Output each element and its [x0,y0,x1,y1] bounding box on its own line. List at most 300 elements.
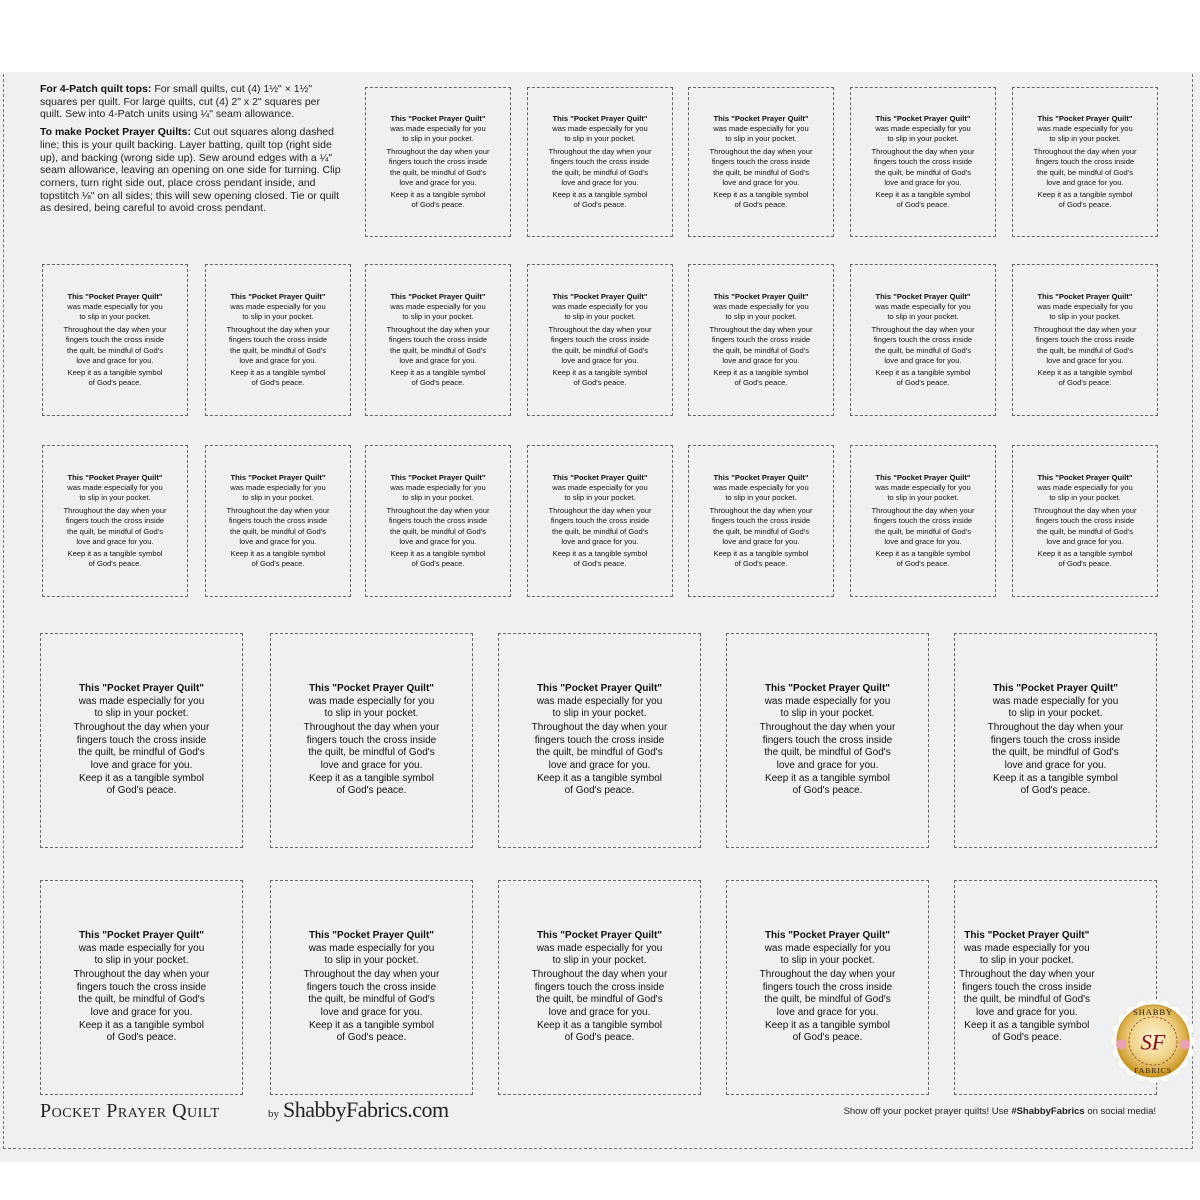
message-line: Throughout the day when your [548,324,652,334]
message-line: Throughout the day when your [1033,324,1137,334]
prayer-message [548,292,651,389]
message-line: love and grace for you. [561,178,639,188]
message-line: Keep it as a tangible symbol [713,367,809,377]
message-line: Keep it as a tangible symbol [1037,367,1133,377]
message-line: This "Pocket Prayer Quilt" [964,930,1090,942]
large-prayer-square [726,880,929,1095]
message-line: of God's peace. [1058,199,1112,209]
small-prayer-square [1012,445,1158,597]
message-line: This "Pocket Prayer Quilt" [764,683,891,695]
shabby-fabrics-logo [1110,998,1196,1084]
message-line: the quilt, be mindful of God's [874,526,971,536]
social-suffix: on social media! [1084,1106,1156,1117]
small-prayer-square [688,264,834,416]
message-line: Throughout the day when your [73,722,210,734]
message-line: love and grace for you. [884,178,962,188]
message-line: Throughout the day when your [548,146,652,156]
message-line: the quilt, be mindful of God's [1036,167,1133,177]
message-line: Throughout the day when your [548,505,652,515]
message-line: to slip in your pocket. [1008,707,1103,719]
message-line: love and grace for you. [722,356,800,366]
message-line: This "Pocket Prayer Quilt" [764,930,891,942]
message-line: This "Pocket Prayer Quilt" [875,113,971,123]
message-line: This "Pocket Prayer Quilt" [308,930,435,942]
message-line: to slip in your pocket. [94,707,189,719]
message-line: the quilt, be mindful of God's [229,526,326,536]
message-line: was made especially for you [992,695,1119,707]
fourpatch-heading: For 4-Patch quilt tops: [40,83,152,95]
message-line: Keep it as a tangible symbol [713,189,809,199]
message-line: love and grace for you. [320,1006,423,1018]
message-line: love and grace for you. [776,1006,879,1018]
message-line: This "Pocket Prayer Quilt" [67,291,163,301]
message-line: to slip in your pocket. [1049,493,1121,503]
message-line: Throughout the day when your [226,324,330,334]
message-line: fingers touch the cross inside [873,335,973,345]
message-line: This "Pocket Prayer Quilt" [78,683,205,695]
message-line: love and grace for you. [399,356,477,366]
prayer-message [226,292,329,389]
message-line: was made especially for you [964,942,1090,954]
prayer-message [709,473,812,570]
message-line: love and grace for you. [1004,759,1107,771]
message-line: Throughout the day when your [73,969,210,981]
message-line: the quilt, be mindful of God's [389,167,486,177]
message-line: the quilt, be mindful of God's [992,747,1119,759]
message-line: Keep it as a tangible symbol [1037,548,1133,558]
prayer-message [304,930,440,1045]
message-line: was made especially for you [1037,124,1133,134]
message-line: Throughout the day when your [531,969,668,981]
message-line: of God's peace. [106,785,177,797]
message-line: to slip in your pocket. [780,707,875,719]
make-instructions [40,126,345,215]
large-prayer-square [498,633,701,848]
message-line: Keep it as a tangible symbol [390,548,486,558]
prayer-message [304,683,440,798]
message-line: This "Pocket Prayer Quilt" [1037,113,1133,123]
message-line: This "Pocket Prayer Quilt" [390,291,486,301]
message-line: fingers touch the cross inside [550,157,650,167]
message-line: was made especially for you [764,942,891,954]
message-line: Throughout the day when your [987,722,1124,734]
message-line: of God's peace. [573,377,627,387]
small-prayer-square [850,264,996,416]
message-line: to slip in your pocket. [552,707,647,719]
message-line: the quilt, be mindful of God's [712,526,809,536]
message-line: Keep it as a tangible symbol [78,1020,205,1032]
message-line: the quilt, be mindful of God's [764,747,891,759]
message-line: Throughout the day when your [709,146,813,156]
message-line: Throughout the day when your [871,146,975,156]
message-line: was made especially for you [552,302,648,312]
message-line: love and grace for you. [90,759,193,771]
prayer-message [871,473,974,570]
message-line: to slip in your pocket. [79,312,151,322]
message-line: This "Pocket Prayer Quilt" [536,683,663,695]
prayer-message [871,292,974,389]
rose-icon [1116,1039,1126,1049]
message-line: Throughout the day when your [386,505,490,515]
message-line: love and grace for you. [320,759,423,771]
message-line: love and grace for you. [561,537,639,547]
prayer-message [1033,114,1136,211]
message-line: Keep it as a tangible symbol [552,367,648,377]
message-line: of God's peace. [1058,558,1112,568]
message-line: love and grace for you. [975,1006,1078,1018]
message-line: This "Pocket Prayer Quilt" [992,683,1119,695]
message-line: of God's peace. [734,558,788,568]
message-line: of God's peace. [411,199,465,209]
prayer-message [709,114,812,211]
message-line: love and grace for you. [561,356,639,366]
message-line: fingers touch the cross inside [306,734,437,746]
message-line: Throughout the day when your [1033,505,1137,515]
message-line: Keep it as a tangible symbol [230,548,326,558]
message-line: to slip in your pocket. [887,312,959,322]
message-line: was made especially for you [536,942,663,954]
small-prayer-square [42,445,188,597]
message-line: This "Pocket Prayer Quilt" [552,113,648,123]
message-line: of God's peace. [251,377,305,387]
prayer-message [988,683,1124,798]
message-line: This "Pocket Prayer Quilt" [78,930,205,942]
message-line: was made especially for you [875,124,971,134]
message-line: fingers touch the cross inside [65,516,165,526]
message-line: Keep it as a tangible symbol [875,548,971,558]
message-line: Keep it as a tangible symbol [713,548,809,558]
message-line: the quilt, be mindful of God's [536,994,663,1006]
message-line: the quilt, be mindful of God's [308,747,435,759]
message-line: Throughout the day when your [709,505,813,515]
message-line: to slip in your pocket. [1049,312,1121,322]
message-line: to slip in your pocket. [94,954,189,966]
message-line: Keep it as a tangible symbol [875,367,971,377]
message-line: love and grace for you. [76,356,154,366]
message-line: the quilt, be mindful of God's [66,526,163,536]
message-line: Keep it as a tangible symbol [230,367,326,377]
message-line: Throughout the day when your [759,969,896,981]
message-line: of God's peace. [1020,785,1091,797]
message-line: the quilt, be mindful of God's [1036,345,1133,355]
message-line: love and grace for you. [399,537,477,547]
large-prayer-square [270,880,473,1095]
message-line: was made especially for you [875,483,971,493]
prayer-message [386,473,489,570]
message-line: to slip in your pocket. [552,954,647,966]
small-prayer-square [365,445,511,597]
prayer-message [74,930,210,1045]
message-line: love and grace for you. [884,537,962,547]
fourpatch-instructions [40,83,345,121]
small-prayer-square [205,264,351,416]
small-prayer-square [205,445,351,597]
message-line: was made especially for you [67,483,163,493]
message-line: This "Pocket Prayer Quilt" [390,472,486,482]
message-line: of God's peace. [792,1032,863,1044]
message-line: Throughout the day when your [709,324,813,334]
message-line: of God's peace. [564,785,635,797]
message-line: love and grace for you. [548,759,651,771]
message-line: was made especially for you [390,124,486,134]
message-line: This "Pocket Prayer Quilt" [308,683,435,695]
message-line: to slip in your pocket. [402,134,474,144]
message-line: the quilt, be mindful of God's [963,994,1091,1006]
message-line: of God's peace. [1058,377,1112,387]
message-line: Throughout the day when your [303,722,440,734]
prayer-message [386,292,489,389]
message-line: fingers touch the cross inside [228,335,328,345]
message-line: Keep it as a tangible symbol [552,189,648,199]
message-line: of God's peace. [88,558,142,568]
message-line: to slip in your pocket. [725,312,797,322]
message-line: Keep it as a tangible symbol [552,548,648,558]
panel-title: Pocket Prayer Quilt [40,1100,220,1122]
prayer-message [760,683,896,798]
message-line: to slip in your pocket. [1049,134,1121,144]
large-prayer-square [40,880,243,1095]
message-line: to slip in your pocket. [242,493,314,503]
message-line: to slip in your pocket. [79,493,151,503]
message-line: to slip in your pocket. [564,493,636,503]
message-line: Keep it as a tangible symbol [536,1020,663,1032]
message-line: This "Pocket Prayer Quilt" [713,113,809,123]
message-line: love and grace for you. [722,537,800,547]
message-line: love and grace for you. [1046,356,1124,366]
small-prayer-square [365,264,511,416]
message-line: of God's peace. [792,785,863,797]
message-line: of God's peace. [88,377,142,387]
message-line: This "Pocket Prayer Quilt" [390,113,486,123]
message-line: Keep it as a tangible symbol [536,773,663,785]
small-prayer-square [1012,264,1158,416]
message-line: the quilt, be mindful of God's [712,167,809,177]
message-line: the quilt, be mindful of God's [551,345,648,355]
message-line: the quilt, be mindful of God's [229,345,326,355]
message-line: Keep it as a tangible symbol [308,1020,435,1032]
message-line: was made especially for you [308,695,435,707]
message-line: fingers touch the cross inside [388,516,488,526]
prayer-message [532,930,668,1045]
message-line: to slip in your pocket. [324,954,419,966]
message-line: the quilt, be mindful of God's [389,345,486,355]
message-line: the quilt, be mindful of God's [874,345,971,355]
message-line: This "Pocket Prayer Quilt" [536,930,663,942]
message-line: to slip in your pocket. [887,493,959,503]
message-line: This "Pocket Prayer Quilt" [230,472,326,482]
message-line: This "Pocket Prayer Quilt" [875,291,971,301]
message-line: to slip in your pocket. [564,312,636,322]
message-line: Throughout the day when your [871,505,975,515]
message-line: fingers touch the cross inside [762,981,893,993]
message-line: fingers touch the cross inside [1035,516,1135,526]
message-line: love and grace for you. [399,178,477,188]
message-line: fingers touch the cross inside [534,981,665,993]
message-line: of God's peace. [896,377,950,387]
prayer-message [226,473,329,570]
message-line: of God's peace. [896,199,950,209]
small-prayer-square [688,445,834,597]
make-text: Cut out squares along dashed line; this is your quilt backing. Layer batting, quilt top (right side up), and backing (wrong side up). Sew around edges with a ¼" seam allowance, leaving an opening on one side for turning. Clip corners, turn right side out, place cross pendant inside, and topstitch ⅛" on all sides; this will sew opening closed. Tie or quilt as desired, being careful to avoid cross pendant. [40,126,341,215]
message-line: the quilt, be mindful of God's [78,747,205,759]
message-line: love and grace for you. [1046,178,1124,188]
small-prayer-square [527,264,673,416]
message-line: was made especially for you [308,942,435,954]
small-prayer-square [527,445,673,597]
message-line: Keep it as a tangible symbol [1037,189,1133,199]
message-line: of God's peace. [411,377,465,387]
large-prayer-square [498,880,701,1095]
message-line: This "Pocket Prayer Quilt" [1037,472,1133,482]
message-line: the quilt, be mindful of God's [308,994,435,1006]
prayer-message [532,683,668,798]
message-line: of God's peace. [336,785,407,797]
fourpatch-text: For small quilts, cut (4) 1½" × 1½" squares per quilt. For large quilts, cut (4) 2" x 2" squares per quilt. Sew into 4-Patch units using ¼" seam allowance. [40,83,320,121]
social-hashtag: #ShabbyFabrics [1011,1106,1085,1117]
message-line: was made especially for you [764,695,891,707]
message-line: This "Pocket Prayer Quilt" [1037,291,1133,301]
prayer-message [548,473,651,570]
prayer-message [63,473,166,570]
message-line: Keep it as a tangible symbol [78,773,205,785]
prayer-message [386,114,489,211]
message-line: fingers touch the cross inside [306,981,437,993]
message-line: Throughout the day when your [531,722,668,734]
message-line: of God's peace. [573,558,627,568]
message-line: was made especially for you [552,124,648,134]
message-line: fingers touch the cross inside [76,981,207,993]
message-line: love and grace for you. [90,1006,193,1018]
prayer-message [63,292,166,389]
message-line: was made especially for you [713,483,809,493]
social-prefix: Show off your pocket prayer quilts! Use [843,1106,1012,1117]
message-line: of God's peace. [251,558,305,568]
message-line: to slip in your pocket. [725,493,797,503]
message-line: love and grace for you. [548,1006,651,1018]
message-line: Keep it as a tangible symbol [67,367,163,377]
prayer-message [1033,292,1136,389]
message-line: was made especially for you [713,302,809,312]
message-line: of God's peace. [896,558,950,568]
small-prayer-square [527,87,673,237]
message-line: Throughout the day when your [386,324,490,334]
message-line: This "Pocket Prayer Quilt" [67,472,163,482]
message-line: Throughout the day when your [386,146,490,156]
message-line: fingers touch the cross inside [228,516,328,526]
message-line: was made especially for you [230,302,326,312]
prayer-message [1033,473,1136,570]
message-line: to slip in your pocket. [725,134,797,144]
message-line: of God's peace. [734,199,788,209]
message-line: was made especially for you [78,695,205,707]
message-line: fingers touch the cross inside [962,981,1092,993]
footer-by: by [268,1108,279,1120]
message-line: of God's peace. [573,199,627,209]
prayer-message [871,114,974,211]
message-line: Keep it as a tangible symbol [875,189,971,199]
message-line: fingers touch the cross inside [388,157,488,167]
message-line: was made especially for you [1037,483,1133,493]
message-line: the quilt, be mindful of God's [874,167,971,177]
message-line: fingers touch the cross inside [762,734,893,746]
message-line: Throughout the day when your [959,969,1095,981]
prayer-message [709,292,812,389]
message-line: Keep it as a tangible symbol [764,1020,891,1032]
message-line: was made especially for you [552,483,648,493]
message-line: fingers touch the cross inside [550,516,650,526]
message-line: fingers touch the cross inside [76,734,207,746]
message-line: Throughout the day when your [303,969,440,981]
message-line: was made especially for you [713,124,809,134]
message-line: to slip in your pocket. [402,493,474,503]
message-line: was made especially for you [875,302,971,312]
message-line: to slip in your pocket. [564,134,636,144]
message-line: love and grace for you. [776,759,879,771]
logo-monogram: SF [1140,1029,1166,1055]
message-line: the quilt, be mindful of God's [389,526,486,536]
message-line: love and grace for you. [239,356,317,366]
message-line: the quilt, be mindful of God's [551,526,648,536]
small-prayer-square [850,445,996,597]
social-callout [844,1106,1156,1117]
brand-wordmark: ShabbyFabrics.com [283,1097,449,1122]
large-prayer-square [270,633,473,848]
message-line: was made especially for you [390,302,486,312]
message-line: the quilt, be mindful of God's [66,345,163,355]
message-line: Throughout the day when your [871,324,975,334]
message-line: to slip in your pocket. [402,312,474,322]
message-line: fingers touch the cross inside [65,335,165,345]
message-line: of God's peace. [336,1032,407,1044]
large-prayer-square [954,633,1157,848]
message-line: Keep it as a tangible symbol [964,1020,1090,1032]
message-line: Keep it as a tangible symbol [390,367,486,377]
rose-icon [1180,1039,1190,1049]
message-line: This "Pocket Prayer Quilt" [552,472,648,482]
message-line: fingers touch the cross inside [388,335,488,345]
message-line: fingers touch the cross inside [711,516,811,526]
message-line: Throughout the day when your [759,722,896,734]
message-line: Keep it as a tangible symbol [67,548,163,558]
message-line: fingers touch the cross inside [550,335,650,345]
message-line: This "Pocket Prayer Quilt" [875,472,971,482]
message-line: love and grace for you. [884,356,962,366]
message-line: was made especially for you [536,695,663,707]
message-line: fingers touch the cross inside [873,516,973,526]
message-line: was made especially for you [230,483,326,493]
message-line: the quilt, be mindful of God's [1036,526,1133,536]
message-line: Keep it as a tangible symbol [992,773,1119,785]
message-line: was made especially for you [78,942,205,954]
logo-bottom-label: FABRICS [1134,1065,1172,1075]
message-line: to slip in your pocket. [242,312,314,322]
small-prayer-square [365,87,511,237]
message-line: Keep it as a tangible symbol [308,773,435,785]
prayer-message [74,683,210,798]
message-line: This "Pocket Prayer Quilt" [552,291,648,301]
prayer-message [959,930,1095,1045]
message-line: was made especially for you [1037,302,1133,312]
message-line: Keep it as a tangible symbol [390,189,486,199]
message-line: the quilt, be mindful of God's [536,747,663,759]
message-line: to slip in your pocket. [780,954,875,966]
message-line: the quilt, be mindful of God's [78,994,205,1006]
message-line: of God's peace. [411,558,465,568]
message-line: was made especially for you [67,302,163,312]
large-prayer-square [40,633,243,848]
message-line: to slip in your pocket. [979,954,1074,966]
message-line: fingers touch the cross inside [1035,335,1135,345]
